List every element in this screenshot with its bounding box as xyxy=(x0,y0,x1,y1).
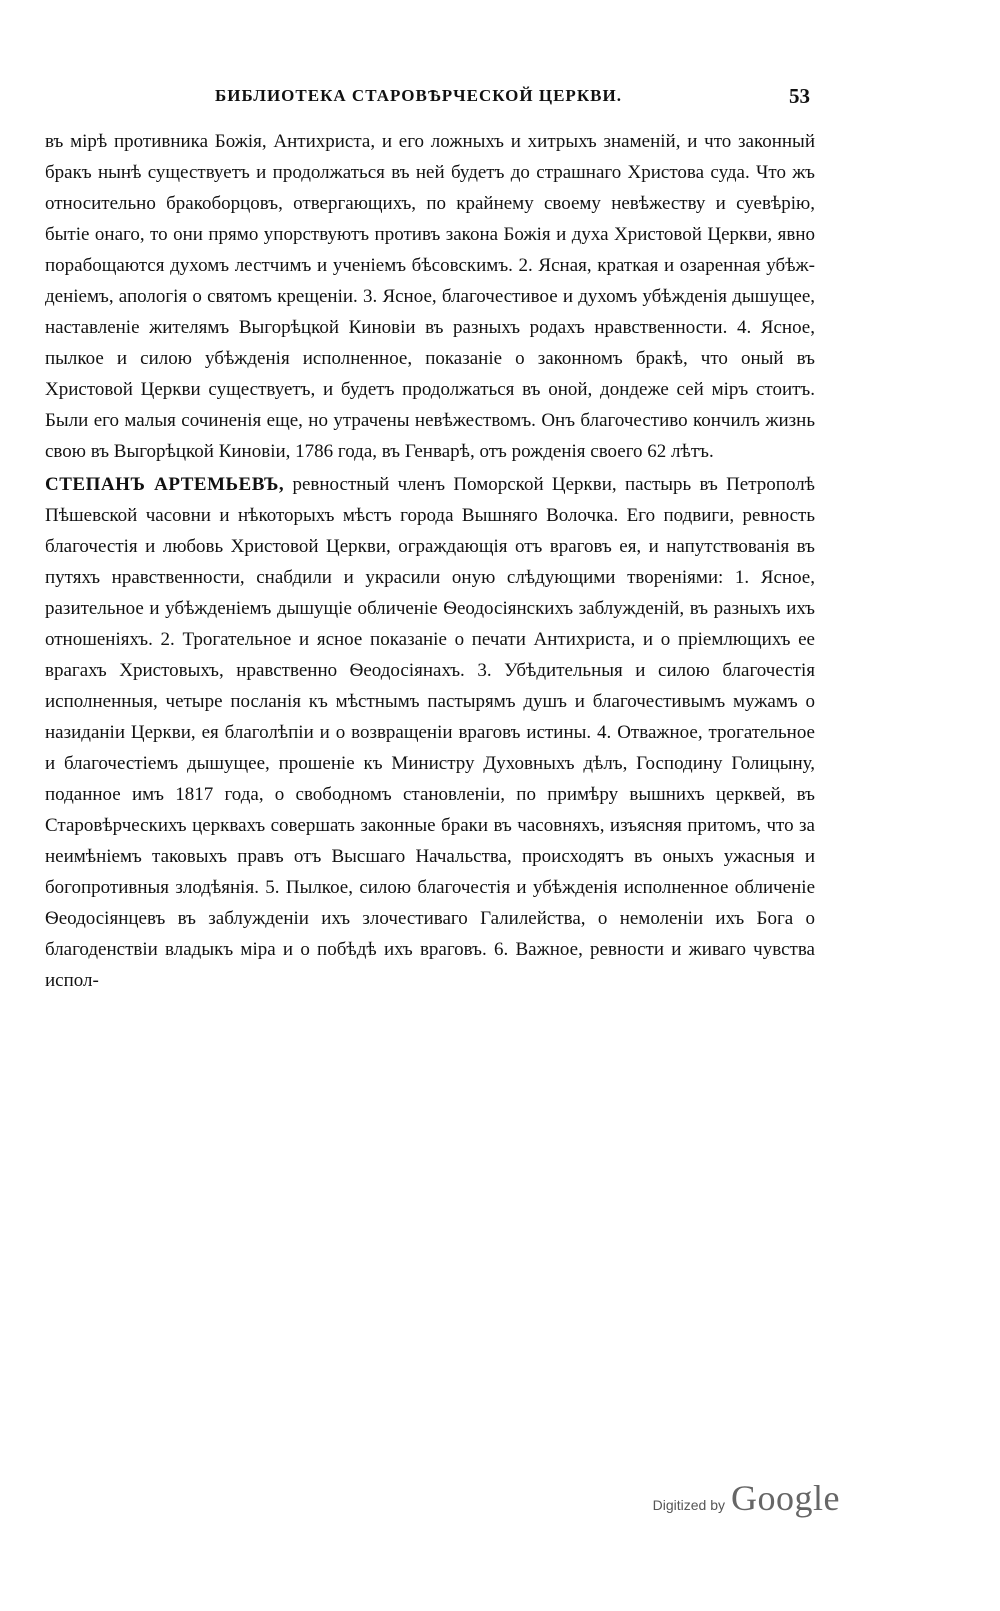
page-number: 53 xyxy=(789,84,810,108)
google-logo: Google xyxy=(731,1478,840,1518)
paragraph-body: ревностный членъ Поморской Церкви, пастырь въ Петрополѣ Пѣшевской часовни и нѣкоторыхъ мѣстъ города Вышняго Волочка. Его подвиги, ревность благочестія и любовь Христовой Церкви, ограждающія отъ враговъ ея, и напутствованія въ путяхъ нравственности, снабдили и украсили оную слѣдующими твореніями: 1. Ясное, разительное и убѣжденіемъ дышущіе обличеніе Ѳеодосіянскихъ заблужденій, въ разныхъ ихъ отношеніяхъ. 2. Трогательное и ясное показаніе о печати Антихриста, и о пріемлющихъ ее врагахъ Христовыхъ, нравственно Ѳеодосіянахъ. 3. Убѣдительныя и силою благочестія исполненныя, четыре посланія къ мѣстнымъ пастырямъ душъ и благочестивымъ мужамъ о назиданіи Церкви, ея благолѣпіи и о возвращеніи враговъ истины. 4. Отважное, трогательное и благочестіемъ дышущее, прошеніе къ Министру Духовныхъ дѣлъ, Господину Голицыну, поданное имъ 1817 года, о свободномъ становленіи, по примѣру вышнихъ церквей, въ Старовѣрческихъ церквахъ совершать законные браки въ часовняхъ, изъясняя притомъ, что за неимѣніемъ таковыхъ правъ отъ Высшаго Начальства, происходятъ въ оныхъ ужасныя и богопротивныя злодѣянія. 5. Пылкое, силою благочестія и убѣжденія исполненное обличеніе Ѳеодосіянцевъ въ заблужденіи ихъ злочестиваго Галилейства, о немоленіи ихъ Бога о благоденствіи владыкъ міра и о побѣдѣ ихъ враговъ. 6. Важное, ревности и живаго чувства испол- xyxy=(45,474,815,991)
person-name: СТЕПАНЪ АРТЕМЬЕВЪ, xyxy=(45,474,285,495)
running-title: БИБЛИОТЕКА СТАРОВѢРЧЕСКОЙ ЦЕРКВИ. xyxy=(215,86,622,105)
paragraph-stepan-artemyev xyxy=(45,469,815,996)
digitized-watermark xyxy=(653,1477,840,1519)
body-text xyxy=(45,126,815,996)
running-head xyxy=(50,84,810,114)
digitized-label: Digitized by xyxy=(652,1497,726,1513)
paragraph-continuation: въ мірѣ противника Божія, Антихриста, и его ложныхъ и хитрыхъ знаменій, и что законный бракъ нынѣ существуетъ и продолжаться въ ней будетъ до страшнаго Христова суда. Что жъ относительно бракоборцовъ, отвергающихъ, по крайнему своему невѣжеству и суевѣрію, бытіе онаго, то они прямо упорствуютъ противъ закона Божія и духа Христовой Церкви, явно порабощаются духомъ лестчимъ и ученіемъ бѣсовскимъ. 2. Ясная, краткая и озаренная убѣжденіемъ, апологія о святомъ крещеніи. 3. Ясное, благочестивое и духомъ убѣжденія дышущее, наставленіе жителямъ Выгорѣцкой Киновіи въ разныхъ родахъ нравственности. 4. Ясное, пылкое и силою убѣжденія исполненное, показаніе о законномъ бракѣ, что оный въ Христовой Церкви существуетъ, и будетъ продолжаться въ оной, дондеже сей міръ стоитъ. Были его малыя сочиненія еще, но утрачены невѣжествомъ. Онъ благочестиво кончилъ жизнь свою въ Выгорѣцкой Киновіи, 1786 года, въ Генварѣ, отъ рожденія своего 62 лѣтъ. xyxy=(45,131,815,462)
